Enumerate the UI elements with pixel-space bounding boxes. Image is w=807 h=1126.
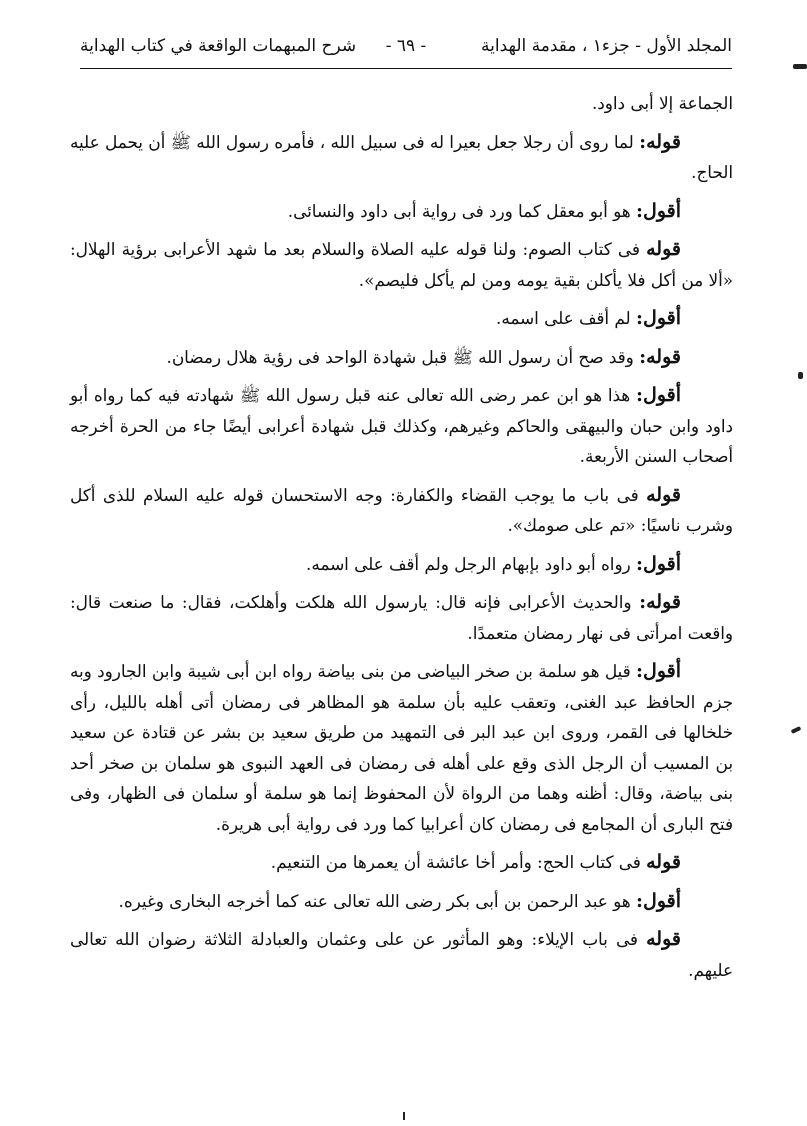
paragraph	[70, 127, 733, 188]
paragraph-text: والحديث الأعرابى فإنه قال: يارسول الله هلكت وأهلكت، فقال: ما صنعت قال: واقعت امرأتى فى نهار رمضان متعمدًا.	[70, 592, 733, 643]
paragraph-keyword: أقول:	[636, 384, 681, 406]
paragraph-keyword: أقول:	[636, 552, 681, 575]
paragraph-keyword: أقول:	[636, 199, 681, 222]
paragraph-keyword: أقول:	[636, 307, 681, 329]
paragraph	[70, 656, 733, 839]
paragraph-text: لم أقف على اسمه.	[496, 308, 636, 328]
paragraph-text: رواه أبو داود بإبهام الرجل ولم أقف على اسمه.	[306, 553, 636, 574]
paragraph	[70, 88, 733, 119]
paragraph-text: فى كتاب الصوم: ولنا قوله عليه الصلاة والسلام بعد ما شهد الأعرابى برؤية الهلال: «ألا من أكل فلا يأكلن بقية يومه ومن لم يأكل فليصم».	[70, 239, 733, 290]
page-body	[70, 88, 733, 993]
paragraph-text: قيل هو سلمة بن صخر البياضى من بنى بياضة رواه ابن أبى شيبة وابن الجارود وبه جزم الحافظ عبد الغنى، وتعقب عليه بأن سلمة هو المظاهر فى رمضان أتى أهله بالليل، رأى خلخالها فى القمر، وروى ابن عبد البر فى التمهيد من طريق سعيد بن بشر عن قتادة عن سعيد بن المسيب أن الرجل الذى وقع على أهله فى رمضان فى العهد النبوى هو سلمان بن صخر أحد بنى بياضة، وقال: أظنه وهما من الرواة لأن المحفوظ إنما هو سلمة أو سلمان فى الظهار، وفى فتح البارى أن المجامع فى رمضان كان أعرابيا كما ورد فى رواية أبى هريرة.	[70, 661, 733, 834]
paragraph	[70, 924, 733, 985]
paragraph-text: الجماعة إلا أبى داود.	[591, 93, 733, 113]
paragraph-keyword: قوله	[646, 483, 681, 506]
paragraph-keyword: قوله	[646, 238, 681, 260]
paragraph-keyword: قوله	[646, 851, 681, 873]
paragraph-keyword: قوله:	[639, 130, 681, 153]
header-book-title: شرح المبهمات الواقعة في كتاب الهداية	[80, 36, 357, 56]
paragraph-text: هذا هو ابن عمر رضى الله تعالى عنه قبل رسول الله ﷺ شهادته فيه كما رواه أبو داود وابن حبان والبيهقى والحاكم وغيرهم، وكذلك قبل شهادة أعرابى أيضًا جاء من الحرة أخرجه أصحاب السنن الأربعة.	[70, 385, 733, 466]
paragraph	[70, 847, 733, 878]
paragraph	[70, 342, 733, 373]
paragraph	[70, 480, 733, 541]
paragraph-keyword: أقول:	[636, 889, 681, 912]
paragraph-text: هو أبو معقل كما ورد فى رواية أبى داود والنسائى.	[287, 200, 636, 221]
scan-speck	[793, 64, 807, 69]
scan-speck	[403, 1112, 405, 1120]
paragraph-text: وقد صح أن رسول الله ﷺ قبل شهادة الواحد فى رؤية هلال رمضان.	[166, 346, 640, 367]
paragraph-text: فى باب الإيلاء: وهو المأثور عن على وعثمان والعبادلة الثلاثة رضوان الله تعالى عليهم.	[70, 929, 733, 980]
paragraph-keyword: أقول:	[636, 660, 681, 682]
paragraph-keyword: قوله	[646, 928, 681, 950]
paragraph	[70, 587, 733, 648]
page-number: - ٦٩ -	[385, 36, 427, 56]
paragraph	[70, 380, 733, 472]
scan-speck	[791, 726, 802, 734]
paragraph-keyword: قوله:	[639, 591, 681, 613]
paragraph-keyword: قوله:	[639, 345, 681, 368]
header-volume-title: المجلد الأول - جزء١ ، مقدمة الهداية	[481, 36, 732, 56]
paragraph	[70, 886, 733, 917]
paragraph	[70, 549, 733, 580]
page-header	[80, 32, 732, 69]
paragraph-text: فى باب ما يوجب القضاء والكفارة: وجه الاستحسان قوله عليه السلام للذى أكل وشرب ناسيًا: «تم على صومك».	[70, 484, 733, 535]
paragraph	[70, 234, 733, 295]
paragraph	[70, 196, 733, 227]
paragraph-text: فى كتاب الحج: وأمر أخا عائشة أن يعمرها من التنعيم.	[270, 852, 647, 872]
paragraph-text: هو عبد الرحمن بن أبى بكر رضى الله تعالى عنه كما أخرجه البخارى وغيره.	[118, 890, 636, 911]
scan-speck	[798, 372, 803, 379]
paragraph	[70, 303, 733, 334]
paragraph-text: لما روى أن رجلا جعل بعيرا له فى سبيل الله ، فأمره رسول الله ﷺ أن يحمل عليه الحاج.	[70, 131, 733, 182]
